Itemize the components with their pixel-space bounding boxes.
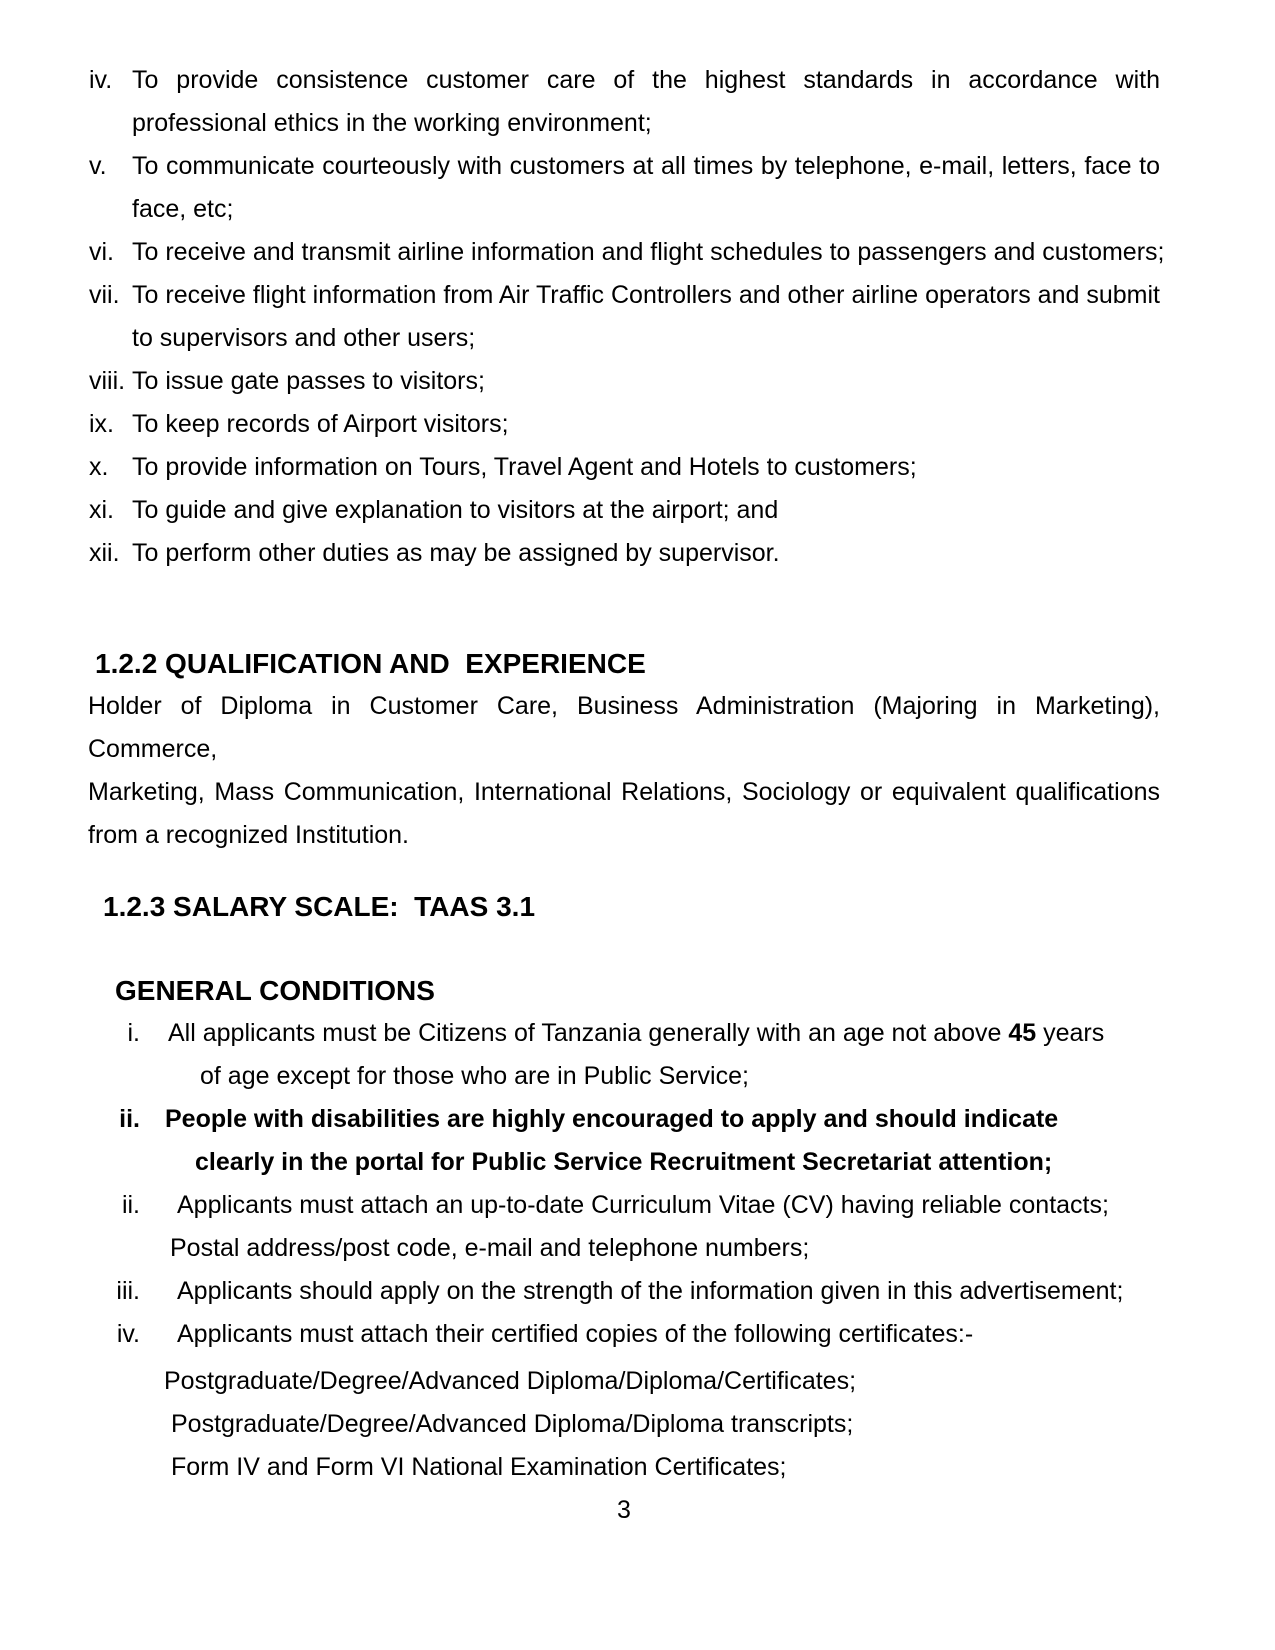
duty-item-xi [89,489,1160,532]
condition-line: Applicants must attach their certified copies of the following certificates:- [177,1320,974,1348]
condition-text: years [1036,1019,1105,1047]
duty-item-iv [89,59,1160,145]
duty-line: To receive flight information from Air Traffic Controllers and other airline operators and submit [132,281,1160,309]
duty-marker: v. [89,152,107,180]
condition-marker: iii. [116,1277,140,1305]
condition-line: Postal address/post code, e-mail and telephone numbers; [170,1234,810,1262]
duty-item-x [89,446,1160,489]
condition-line: People with disabilities are highly encouraged to apply and should indicate [165,1105,1059,1133]
duty-line: To receive and transmit airline information and flight schedules to passengers and customers; [132,238,1165,266]
certificate-line: Form IV and Form VI National Examination Certificates; [171,1453,787,1481]
duty-line: To perform other duties as may be assigned by supervisor. [132,539,780,567]
duty-item-xii [89,532,1160,575]
condition-item-i [0,1012,1160,1098]
condition-marker: ii. [121,1191,140,1219]
paragraph-line: Holder of Diploma in Customer Care, Business Administration (Majoring in Marketing), Commerce, [88,692,1160,763]
duty-marker: xii. [89,539,120,567]
condition-marker: i. [127,1019,140,1047]
paragraph-line: Marketing, Mass Communication, International Relations, Sociology or equivalent qualifications [88,778,1160,806]
duty-line: To keep records of Airport visitors; [132,410,509,438]
condition-line: clearly in the portal for Public Service Recruitment Secretariat attention; [195,1148,1053,1176]
condition-marker: ii. [119,1105,140,1133]
duty-item-vi [89,231,1165,274]
certificate-line: Postgraduate/Degree/Advanced Diploma/Diploma/Certificates; [164,1367,857,1395]
qualification-heading: 1.2.2 QUALIFICATION AND EXPERIENCE [95,648,646,679]
condition-line: of age except for those who are in Public Service; [200,1062,749,1090]
duty-item-v [89,145,1160,231]
duty-line: professional ethics in the working environment; [132,109,652,137]
duty-item-viii [89,360,1160,403]
duty-marker: xi. [89,496,114,524]
duty-line: To provide information on Tours, Travel Agent and Hotels to customers; [132,453,917,481]
certificates-list [0,1360,1275,1489]
duty-item-vii [89,274,1160,360]
salary-scale-heading: 1.2.3 SALARY SCALE: TAAS 3.1 [103,891,536,922]
condition-item-ii [0,1184,1160,1270]
condition-bold-value: 45 [1008,1019,1037,1047]
duty-marker: ix. [89,410,114,438]
duty-line: face, etc; [132,195,234,223]
duty-line: To communicate courteously with customers at all times by telephone, e-mail, letters, face to [132,152,1160,180]
qualification-paragraph [88,685,1160,857]
duty-line: To guide and give explanation to visitors at the airport; and [132,496,779,524]
duty-line: To issue gate passes to visitors; [132,367,485,395]
duty-marker: viii. [89,367,126,395]
condition-line [168,1012,1160,1055]
page-number: 3 [617,1496,631,1524]
general-conditions-heading: GENERAL CONDITIONS [115,975,435,1006]
condition-item-ii-bold [0,1098,1160,1184]
duty-line: To provide consistence customer care of the highest standards in accordance with [132,66,1160,94]
duty-marker: x. [89,453,109,481]
certificate-line: Postgraduate/Degree/Advanced Diploma/Diploma transcripts; [171,1410,854,1438]
condition-line: Applicants should apply on the strength of the information given in this advertisement; [177,1277,1124,1305]
condition-item-iii [0,1270,1160,1313]
duty-item-ix [89,403,1160,446]
duty-marker: vii. [89,281,120,309]
condition-item-iv [0,1313,1160,1356]
condition-marker: iv. [116,1320,140,1348]
paragraph-line: from a recognized Institution. [88,821,409,849]
condition-text: All applicants must be Citizens of Tanzania generally with an age not above [168,1019,1009,1047]
duty-marker: iv. [89,66,113,94]
duty-marker: vi. [89,238,114,266]
duty-line: to supervisors and other users; [132,324,476,352]
condition-line: Applicants must attach an up-to-date Curriculum Vitae (CV) having reliable contacts; [177,1191,1109,1219]
